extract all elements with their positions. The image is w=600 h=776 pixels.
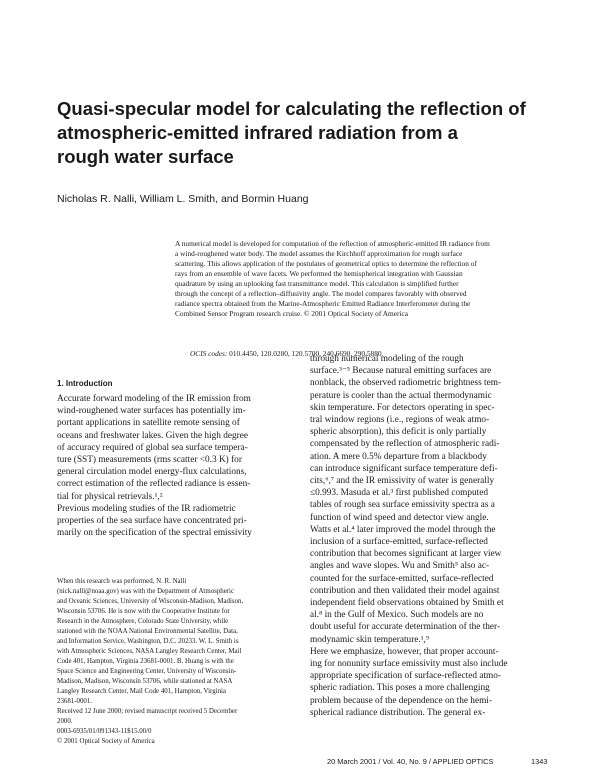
text-line: Previous modeling studies of the IR radiometric: [57, 503, 236, 514]
text-line: properties of the sea surface have concentrated pri-: [57, 516, 247, 527]
text-line: Space Science and Engineering Center, University of Wisconsin-: [57, 668, 237, 675]
text-line: general circulation model energy-flux calculations,: [57, 467, 247, 478]
text-line: nonblack, the observed radiometric brightness tem-: [310, 378, 502, 389]
text-line: angles and wave slopes. Wu and Smith⁵ also ac-: [310, 561, 490, 572]
text-line: Received 12 June 2000; revised manuscript received 5 December: [57, 708, 238, 715]
section-heading-introduction: 1. Introduction: [57, 379, 113, 388]
text-line: and Oceanic Sciences, University of Wisconsin-Madison, Madison,: [57, 598, 244, 605]
text-line: Accurate forward modeling of the IR emission from: [57, 394, 251, 404]
text-line: problem because of the dependence on the hemi-: [310, 695, 492, 706]
text-line: counted for the surface-emitted, surface-reflected: [310, 573, 494, 584]
text-line: oceans and freshwater lakes. Given the high degree: [57, 430, 249, 441]
text-line: perature is cooler than the actual thermodynamic: [310, 390, 492, 401]
text-line: contribution and then validated their model against: [310, 585, 500, 596]
paper-title: [57, 97, 557, 169]
text-line: 23681-0001.: [57, 698, 93, 705]
text-line: and Information Service, Washington, D.C. 20233. W. L. Smith is: [57, 638, 239, 645]
text-line: doubt useful for accurate determination of the ther-: [310, 622, 501, 633]
text-line: Langley Research Center, Mail Code 401, Hampton, Virginia: [57, 688, 226, 695]
text-line: Here we emphasize, however, that proper account-: [310, 646, 499, 657]
text-line: surface.³⁻⁵ Because natural emitting surfaces are: [310, 366, 492, 377]
text-line: atmospheric-emitted infrared radiation from a: [57, 122, 458, 143]
text-line: © 2001 Optical Society of America: [57, 738, 155, 745]
text-line: with Atmospheric Sciences, NASA Langley Research Center, Mail: [57, 648, 242, 655]
text-line: skin temperature. For detectors operating in spec-: [310, 402, 495, 413]
text-line: Quasi-specular model for calculating the reflection of: [57, 98, 526, 119]
text-line: can introduce significant surface temperature defi-: [310, 463, 498, 474]
text-line: tial for physical retrievals.¹,²: [57, 491, 163, 502]
text-line: through the concept of a reflection–diffusivity angle. The model compares favorably with observed: [175, 289, 467, 298]
text-line: of accuracy required of global sea surface tempera-: [57, 442, 248, 453]
text-line: Watts et al.⁴ later improved the model through the: [310, 524, 496, 535]
text-line: When this research was performed, N. R. Nalli: [57, 578, 187, 585]
text-line: ture (SST) measurements (rms scatter <0.3 K) for: [57, 455, 242, 466]
text-line: function of wind speed and detector view angle.: [310, 512, 489, 523]
text-line: quadrature by using an uplooking fast transmittance model. This calculation is simplified further: [175, 279, 459, 288]
abstract: [175, 239, 547, 319]
text-line: scattering. This allows application of the postulates of geometrical optics to determine the reflection of: [175, 259, 477, 268]
text-line: spheric radiation. This poses a more challenging: [310, 683, 490, 694]
left-column-text: [57, 393, 297, 539]
text-line: through numerical modeling of the rough: [310, 354, 464, 364]
text-line: compensated by the reflection of atmospheric radi-: [310, 439, 500, 450]
text-line: Research in the Atmosphere, Colorado State University, while: [57, 618, 229, 625]
page-number: 1343: [531, 757, 548, 766]
journal-footer: 20 March 2001 / Vol. 40, No. 9 / APPLIED OPTICS: [327, 757, 494, 766]
text-line: marily on the specification of the spectral emissivity: [57, 528, 252, 539]
text-line: tables of rough sea surface emissivity spectra as a: [310, 500, 495, 511]
text-line: Wisconsin 53706. He is now with the Cooperative Institute for: [57, 608, 230, 615]
text-line: rays from an ensemble of wave facets. We performed the hemispherical integration with Gaussian: [175, 269, 463, 278]
ocis-label: OCIS codes:: [190, 349, 228, 358]
text-line: portant applications in satellite remote sensing of: [57, 418, 240, 429]
text-line: independent field observations obtained by Smith et: [310, 598, 504, 609]
text-line: Code 401, Hampton, Virginia 23681-0001. B. Huang is with the: [57, 658, 234, 665]
text-line: a wind-roughened water body. The model assumes the Kirchhoff approximation for rough surface: [175, 249, 463, 258]
right-column-text: [310, 353, 548, 719]
text-line: (nick.nalli@noaa.gov) was with the Department of Atmospheric: [57, 588, 235, 595]
text-line: spherical radiance distribution. The general ex-: [310, 707, 486, 718]
text-line: rough water surface: [57, 146, 234, 167]
text-line: modynamic skin temperature.¹,⁹: [310, 634, 430, 645]
text-line: A numerical model is developed for computation of the reflection of atmospheric-emitted IR radiance from: [175, 239, 490, 248]
text-line: stationed with the NOAA National Environmental Satellite, Data,: [57, 628, 238, 635]
text-line: wind-roughened water surfaces has potentially im-: [57, 406, 246, 417]
text-line: contribution that becomes significant at larger view: [310, 549, 502, 560]
author-footnote: [57, 577, 297, 747]
text-line: Combined Sensor Program research cruise. © 2001 Optical Society of America: [175, 309, 408, 318]
text-line: correct estimation of the reflected radiance is essen-: [57, 479, 251, 490]
text-line: appropriate specification of surface-reflected atmo-: [310, 671, 501, 682]
text-line: inclusion of a surface-emitted, surface-reflected: [310, 537, 488, 548]
text-line: cits,⁶,⁷ and the IR emissivity of water is generally: [310, 476, 495, 487]
text-line: tral window regions (i.e., regions of weak atmo-: [310, 415, 490, 426]
text-line: al.⁸ in the Gulf of Mexico. Such models are no: [310, 610, 484, 621]
ocis-values: 010.4450, 120.0280, 120.5700, 240.6690, 290.5880.: [227, 349, 384, 358]
text-line: 2000.: [57, 718, 73, 725]
text-line: radiance spectra obtained from the Marine-Atmospheric Emitted Radiance Interferometer during the: [175, 299, 471, 308]
text-line: ing for nonunity surface emissivity must also include: [310, 659, 508, 670]
text-line: Madison, Madison, Wisconsin 53706, while stationed at NASA: [57, 678, 233, 685]
text-line: 0003-6935/01/091343-11$15.00/0: [57, 728, 152, 735]
text-line: ≤0.993. Masuda et al.³ first published computed: [310, 488, 489, 499]
text-line: ation. A mere 0.5% departure from a blackbody: [310, 451, 487, 462]
author-list: Nicholas R. Nalli, William L. Smith, and Bormin Huang: [57, 193, 309, 205]
text-line: spheric absorption), this deficit is only partially: [310, 427, 487, 438]
